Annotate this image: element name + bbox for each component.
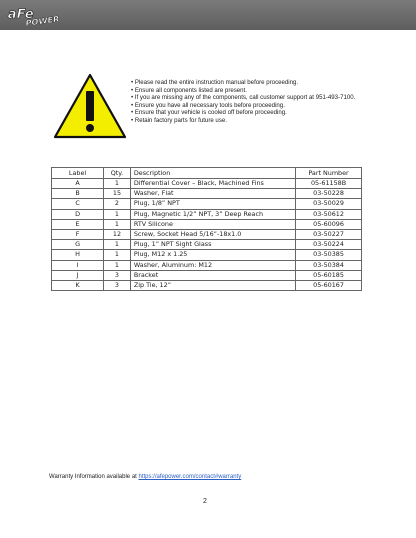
precaution-list — [131, 79, 401, 125]
cell-part-number: 05-60185 — [296, 270, 362, 280]
cell-qty: 1 — [104, 250, 131, 260]
warning-icon — [52, 72, 128, 140]
cell-label: B — [52, 189, 104, 199]
table-row — [52, 260, 362, 270]
precaution-item: • Ensure you have all necessary tools before proceeding. — [131, 102, 401, 110]
table-row — [52, 179, 362, 189]
warranty-text: Warranty Information available at — [49, 474, 139, 480]
table-row — [52, 240, 362, 250]
table-row — [52, 270, 362, 280]
cell-part-number: 03-50224 — [296, 240, 362, 250]
cell-qty: 1 — [104, 179, 131, 189]
cell-description: RTV Silicone — [130, 219, 295, 229]
parts-table — [51, 167, 362, 291]
cell-part-number: 03-50612 — [296, 209, 362, 219]
cell-description: Plug, 1/8” NPT — [130, 199, 295, 209]
cell-qty: 15 — [104, 189, 131, 199]
table-row — [52, 280, 362, 290]
svg-text:aFe: aFe — [6, 7, 36, 22]
cell-description: Screw, Socket Head 5/16”-18x1.0 — [130, 229, 295, 239]
svg-text:POWER: POWER — [25, 13, 60, 28]
cell-part-number: 05-60167 — [296, 280, 362, 290]
cell-description: Zip Tie, 12” — [130, 280, 295, 290]
cell-label: D — [52, 209, 104, 219]
table-row — [52, 189, 362, 199]
table-row — [52, 229, 362, 239]
cell-label: G — [52, 240, 104, 250]
cell-description: Plug, Magnetic 1/2” NPT, 3” Deep Reach — [130, 209, 295, 219]
precaution-item: • Ensure all components listed are present. — [131, 87, 401, 95]
table-row — [52, 250, 362, 260]
cell-qty: 12 — [104, 229, 131, 239]
cell-description: Differential Cover – Black, Machined Fins — [130, 179, 295, 189]
cell-qty: 2 — [104, 199, 131, 209]
precaution-item: • If you are missing any of the components, call customer support at 951-493-7100. — [131, 94, 401, 102]
cell-qty: 1 — [104, 260, 131, 270]
cell-part-number: 03-50385 — [296, 250, 362, 260]
cell-label: H — [52, 250, 104, 260]
cell-part-number: 03-50384 — [296, 260, 362, 270]
cell-description: Washer, Aluminum: M12 — [130, 260, 295, 270]
cell-label: F — [52, 229, 104, 239]
header-bar — [0, 0, 416, 30]
parts-table-header-row — [52, 168, 362, 179]
afe-power-logo — [4, 4, 74, 28]
cell-label: E — [52, 219, 104, 229]
cell-part-number: 03-50029 — [296, 199, 362, 209]
warranty-link[interactable]: https://afepower.com/contact#warranty — [138, 474, 242, 480]
cell-part-number: 05-61158B — [296, 179, 362, 189]
column-header-part-number: Part Number — [296, 168, 362, 179]
precaution-item: • Please read the entire instruction manual before proceeding. — [131, 79, 401, 87]
table-row — [52, 199, 362, 209]
table-row — [52, 209, 362, 219]
cell-label: A — [52, 179, 104, 189]
cell-part-number: 05-60096 — [296, 219, 362, 229]
cell-qty: 3 — [104, 280, 131, 290]
cell-description: Plug, 1” NPT Sight Glass — [130, 240, 295, 250]
cell-label: C — [52, 199, 104, 209]
column-header-qty: Qty. — [104, 168, 131, 179]
page-number: 2 — [203, 498, 207, 505]
table-row — [52, 219, 362, 229]
cell-label: K — [52, 280, 104, 290]
cell-qty: 1 — [104, 209, 131, 219]
cell-qty: 3 — [104, 270, 131, 280]
cell-description: Bracket — [130, 270, 295, 280]
column-header-label: Label — [52, 168, 104, 179]
cell-qty: 1 — [104, 219, 131, 229]
cell-part-number: 03-50227 — [296, 229, 362, 239]
cell-description: Washer, Flat — [130, 189, 295, 199]
cell-label: I — [52, 260, 104, 270]
cell-description: Plug, M12 x 1.25 — [130, 250, 295, 260]
column-header-description: Description — [130, 168, 295, 179]
cell-qty: 1 — [104, 240, 131, 250]
precaution-item: • Retain factory parts for future use. — [131, 117, 401, 125]
warranty-info — [49, 474, 241, 480]
cell-label: J — [52, 270, 104, 280]
precaution-item: • Ensure that your vehicle is cooled off before proceeding. — [131, 109, 401, 117]
cell-part-number: 03-50228 — [296, 189, 362, 199]
